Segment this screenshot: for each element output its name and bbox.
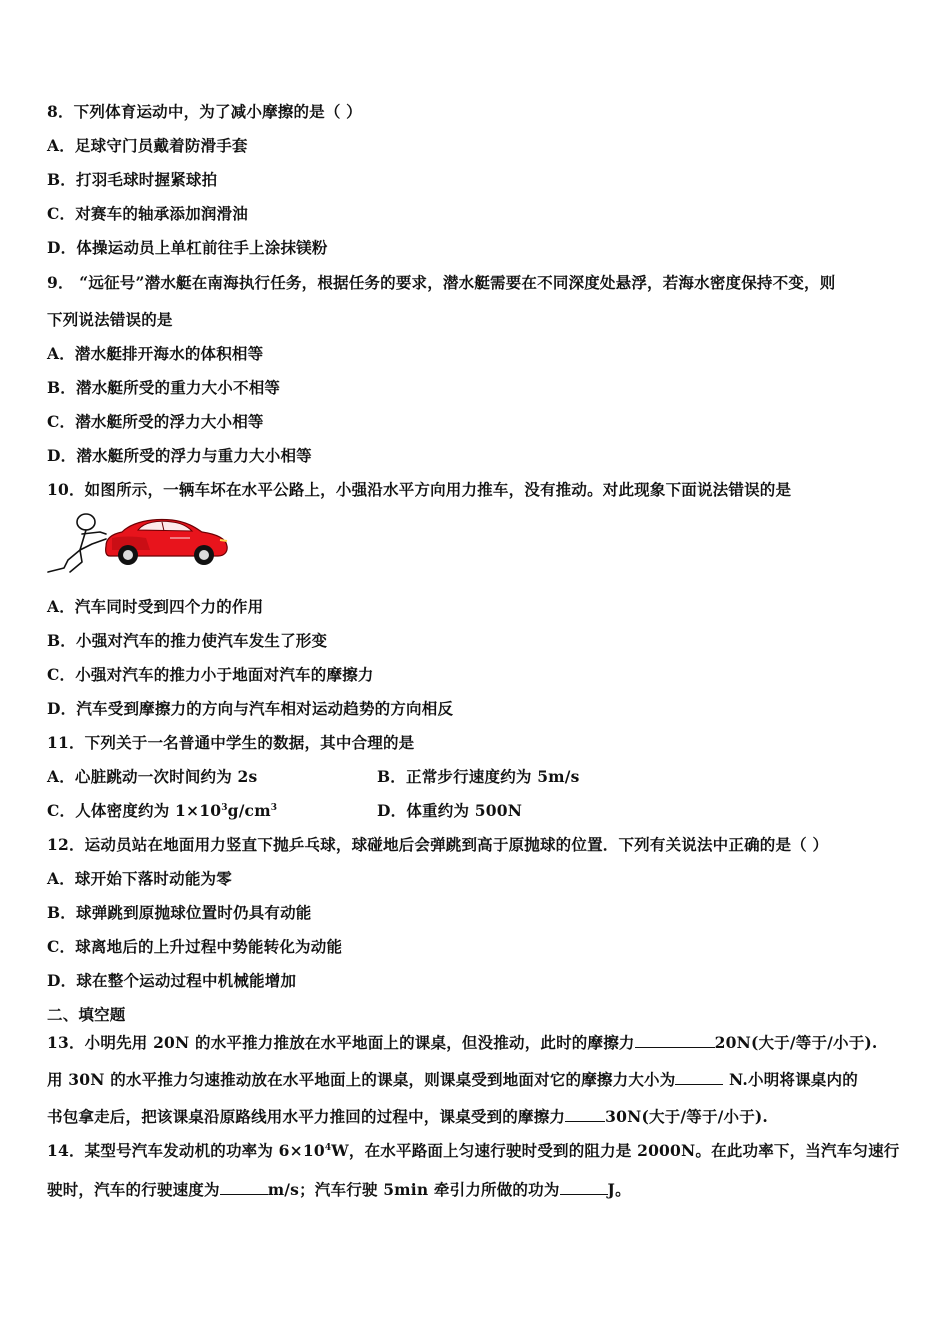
q10-option-c: C．小强对汽车的推力小于地面对汽车的摩擦力 [47, 665, 374, 684]
q14-blank-1[interactable] [220, 1178, 268, 1195]
q14-blank-2[interactable] [560, 1178, 608, 1195]
q8-option-d: D．体操运动员上单杠前往手上涂抹镁粉 [47, 238, 328, 257]
q8-option-b: B．打羽毛球时握紧球拍 [47, 170, 218, 189]
q10-option-a: A．汽车同时受到四个力的作用 [47, 597, 264, 616]
stick-figure-boy [48, 514, 106, 572]
push-car-illustration [46, 508, 232, 578]
q12-option-d: D．球在整个运动过程中机械能增加 [47, 971, 297, 990]
q10-option-b: B．小强对汽车的推力使汽车发生了形变 [47, 631, 328, 650]
q8-stem: 8．下列体育运动中，为了减小摩擦的是（ ） [47, 102, 362, 121]
q11-option-a: A．心脏跳动一次时间约为 2s [47, 767, 258, 786]
q12-option-b: B．球弹跳到原抛球位置时仍具有动能 [47, 903, 312, 922]
q10-stem: 10．如图所示，一辆车坏在水平公路上，小强沿水平方向用力推车，没有推动。对此现象下面说法错误的是 [47, 480, 792, 499]
q13-blank-1[interactable] [635, 1031, 715, 1048]
q9-option-d: D．潜水艇所受的浮力与重力大小相等 [47, 446, 312, 465]
q12-option-a: A．球开始下落时动能为零 [47, 869, 232, 888]
q9-option-a: A．潜水艇排开海水的体积相等 [47, 344, 264, 363]
section-title: 二、填空题 [47, 1005, 126, 1024]
q9-stem-line2: 下列说法错误的是 [47, 310, 173, 329]
q14-line2: 驶时，汽车的行驶速度为 m/s；汽车行驶 5min 牵引力所做的功为 J。 [47, 1180, 631, 1199]
q13-blank-2[interactable] [675, 1068, 723, 1085]
q13-blank-3[interactable] [565, 1105, 605, 1122]
q9-option-b: B．潜水艇所受的重力大小不相等 [47, 378, 281, 397]
q11-stem: 11．下列关于一名普通中学生的数据，其中合理的是 [47, 733, 415, 752]
q13-line1: 13．小明先用 20N 的水平推力推放在水平地面上的课桌，但没推动，此时的摩擦力 20N(大于/等于/小于). [47, 1033, 878, 1052]
q13-line3: 书包拿走后，把该课桌沿原路线用水平力推回的过程中，课桌受到的摩擦力 30N(大于/等于/小于). [47, 1107, 769, 1126]
q11-option-b: B．正常步行速度约为 5m/s [377, 767, 580, 786]
q13-line2: 用 30N 的水平推力匀速推动放在水平地面上的课桌，则课桌受到地面对它的摩擦力大小为 N.小明将课桌内的 [47, 1070, 858, 1089]
q14-line1: 14．某型号汽车发动机的功率为 $6\times 10^4W$，在水平路面上匀速行驶时受到的阻力是 2000N。在此功率下，当汽车匀速行 [47, 1141, 900, 1160]
q10-option-d: D．汽车受到摩擦力的方向与汽车相对运动趋势的方向相反 [47, 699, 454, 718]
q8-option-a: A．足球守门员戴着防滑手套 [47, 136, 248, 155]
q9-stem-line1: 9． “远征号”潜水艇在南海执行任务，根据任务的要求，潜水艇需要在不同深度处悬浮，若海水密度保持不变，则 [47, 273, 836, 292]
q11-option-d: D．体重约为 500N [377, 801, 523, 820]
q11-option-c: C．人体密度约为 $1\times 10^3g/cm^3$ [47, 801, 278, 820]
q8-option-c: C．对赛车的轴承添加润滑油 [47, 204, 248, 223]
q12-option-c: C．球离地后的上升过程中势能转化为动能 [47, 937, 343, 956]
q9-option-c: C．潜水艇所受的浮力大小相等 [47, 412, 264, 431]
q12-stem: 12．运动员站在地面用力竖直下抛乒乓球，球碰地后会弹跳到高于原抛球的位置．下列有关说法中正确的是（ ） [47, 835, 829, 854]
red-sports-car [106, 520, 228, 566]
